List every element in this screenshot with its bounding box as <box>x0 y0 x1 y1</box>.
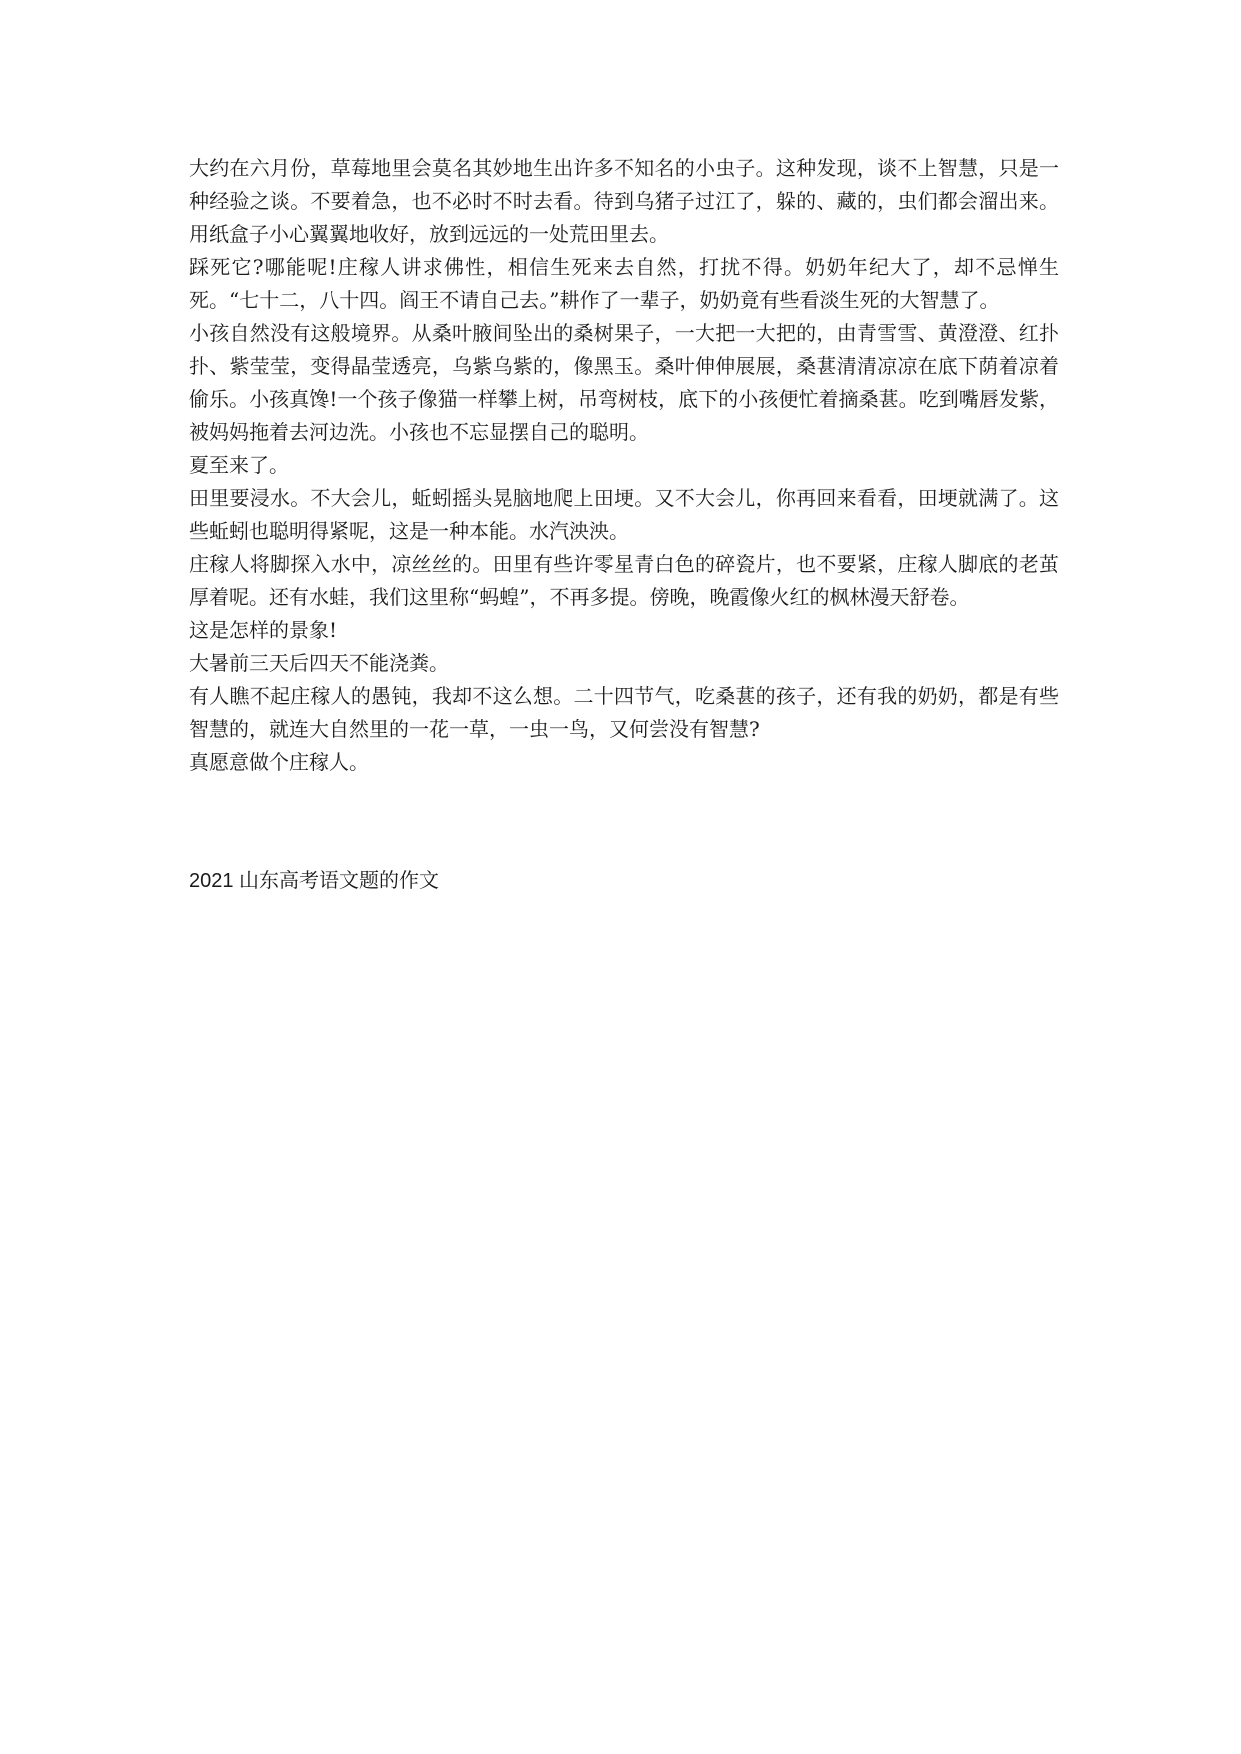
paragraph: 踩死它?哪能呢!庄稼人讲求佛性，相信生死来去自然，打扰不得。奶奶年纪大了，却不忌惮生死。“七十二，八十四。阎王不请自己去。”耕作了一辈子，奶奶竟有些看淡生死的大智慧了。 <box>189 255 1059 312</box>
paragraph: 庄稼人将脚探入水中，凉丝丝的。田里有些许零星青白色的碎瓷片，也不要紧，庄稼人脚底的老茧厚着呢。还有水蛙，我们这里称“蚂蝗”，不再多提。傍晚，晚霞像火红的枫林漫天舒卷。 <box>189 552 1059 609</box>
paragraph: 夏至来了。 <box>189 453 289 477</box>
paragraph: 大暑前三天后四天不能浇粪。 <box>189 651 449 675</box>
paragraph: 田里要浸水。不大会儿，蚯蚓摇头晃脑地爬上田埂。又不大会儿，你再回来看看，田埂就满了。这些蚯蚓也聪明得紧呢，这是一种本能。水汽泱泱。 <box>189 486 1059 543</box>
paragraph: 有人瞧不起庄稼人的愚钝，我却不这么想。二十四节气，吃桑葚的孩子，还有我的奶奶，都是有些智慧的，就连大自然里的一花一草，一虫一鸟，又何尝没有智慧? <box>189 684 1059 741</box>
footer-title: 2021 山东高考语文题的作文 <box>189 870 440 892</box>
paragraph: 大约在六月份，草莓地里会莫名其妙地生出许多不知名的小虫子。这种发现，谈不上智慧，只是一种经验之谈。不要着急，也不必时不时去看。待到乌猪子过江了，躲的、藏的，虫们都会溜出来。用纸盒子小心翼翼地收好，放到远远的一处荒田里去。 <box>189 156 1059 246</box>
paragraph: 真愿意做个庄稼人。 <box>189 750 369 774</box>
paragraph: 小孩自然没有这般境界。从桑叶腋间坠出的桑树果子，一大把一大把的，由青雪雪、黄澄澄、红扑扑、紫莹莹，变得晶莹透亮，乌紫乌紫的，像黑玉。桑叶伸伸展展，桑葚清清凉凉在底下荫着凉着偷乐。小孩真馋!一个孩子像猫一样攀上树，吊弯树枝，底下的小孩便忙着摘桑葚。吃到嘴唇发紫，被妈妈拖着去河边洗。小孩也不忘显摆自己的聪明。 <box>189 321 1059 444</box>
paragraph: 这是怎样的景象! <box>189 618 338 642</box>
essay-body <box>189 152 1059 779</box>
